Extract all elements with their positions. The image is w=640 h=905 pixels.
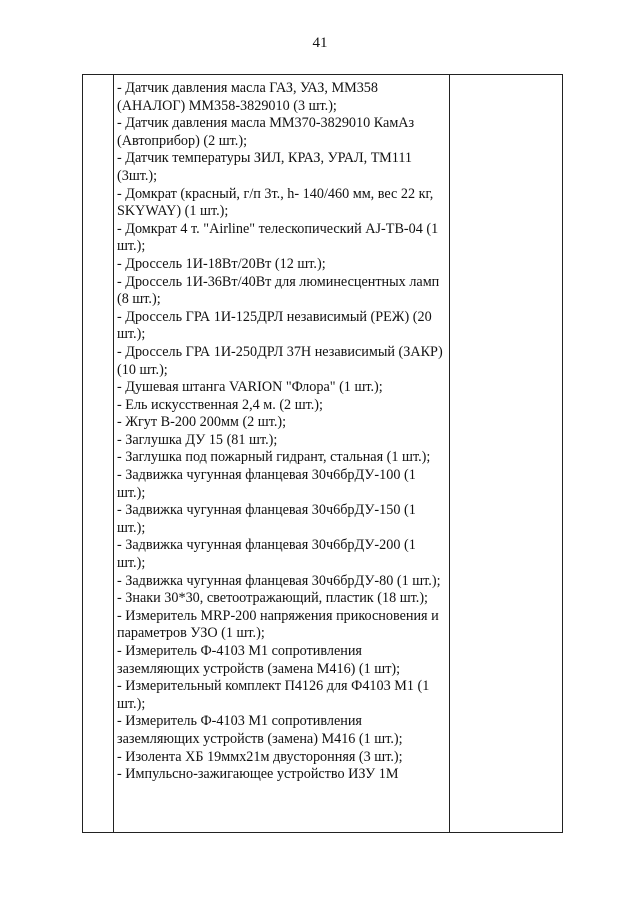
items-cell [117,80,447,784]
list-item: - Измеритель Ф-4103 М1 сопротивления заземляющих устройств (замена) М416 (1 шт.); [117,713,403,747]
list-item: - Заглушка под пожарный гидрант, стальная (1 шт.); [117,449,431,466]
list-item: - Дроссель ГРА 1И-125ДРЛ независимый (РЕЖ) (20 шт.); [117,308,432,343]
column-divider-right [449,75,450,832]
list-item: - Дроссель 1И-18Вт/20Вт (12 шт.); [117,255,326,272]
list-item: - Датчик температуры ЗИЛ, КРАЗ, УРАЛ, ТМ111 (3шт.); [117,150,413,184]
list-item: - Дроссель ГРА 1И-250ДРЛ 37Н независимый (ЗАКР) (10 шт.); [117,343,443,378]
list-item: - Изолента ХБ 19ммх21м двусторонняя (3 шт.); [117,748,403,765]
list-item: - Задвижка чугунная фланцевая 30ч6брДУ-100 (1 шт.); [117,467,416,501]
list-item: - Дроссель 1И-36Вт/40Вт для люминесцентных ламп (8 шт.); [117,273,440,308]
list-item: - Измеритель MRP-200 напряжения прикосновения и параметров УЗО (1 шт.); [117,607,439,642]
list-item: - Импульсно-зажигающее устройство ИЗУ 1М [117,766,399,783]
list-item: - Домкрат (красный, г/п 3т., h- 140/460 мм, вес 22 кг, SKYWAY) (1 шт.); [117,185,434,220]
list-item: - Ель искусственная 2,4 м. (2 шт.); [117,396,323,413]
list-item: - Датчик давления масла ММ370-3829010 КамАз (Автоприбор) (2 шт.); [117,115,415,149]
list-item: - Знаки 30*30, светоотражающий, пластик (18 шт.); [117,590,428,607]
list-item: - Датчик давления масла ГАЗ, УАЗ, ММ358 (АНАЛОГ) ММ358-3829010 (3 шт.); [117,80,378,114]
list-item: - Домкрат 4 т. "Airline" телескопический AJ-TB-04 (1 шт.); [117,220,439,255]
list-item: - Жгут В-200 200мм (2 шт.); [117,414,287,431]
list-item: - Задвижка чугунная фланцевая 30ч6брДУ-80 (1 шт.); [117,572,441,589]
list-item: - Измеритель Ф-4103 М1 сопротивления заземляющих устройств (замена М416) (1 шт); [117,643,401,677]
list-item: - Задвижка чугунная фланцевая 30ч6брДУ-150 (1 шт.); [117,502,416,536]
column-divider-left [113,75,114,832]
items-table [82,74,563,833]
list-item: - Измерительный комплект П4126 для Ф4103 М1 (1 шт.); [117,678,430,712]
page-number: 41 [312,35,328,51]
list-item: - Задвижка чугунная фланцевая 30ч6брДУ-200 (1 шт.); [117,537,416,572]
list-item: - Заглушка ДУ 15 (81 шт.); [117,431,278,448]
list-item: - Душевая штанга VARION "Флора" (1 шт.); [117,379,383,396]
